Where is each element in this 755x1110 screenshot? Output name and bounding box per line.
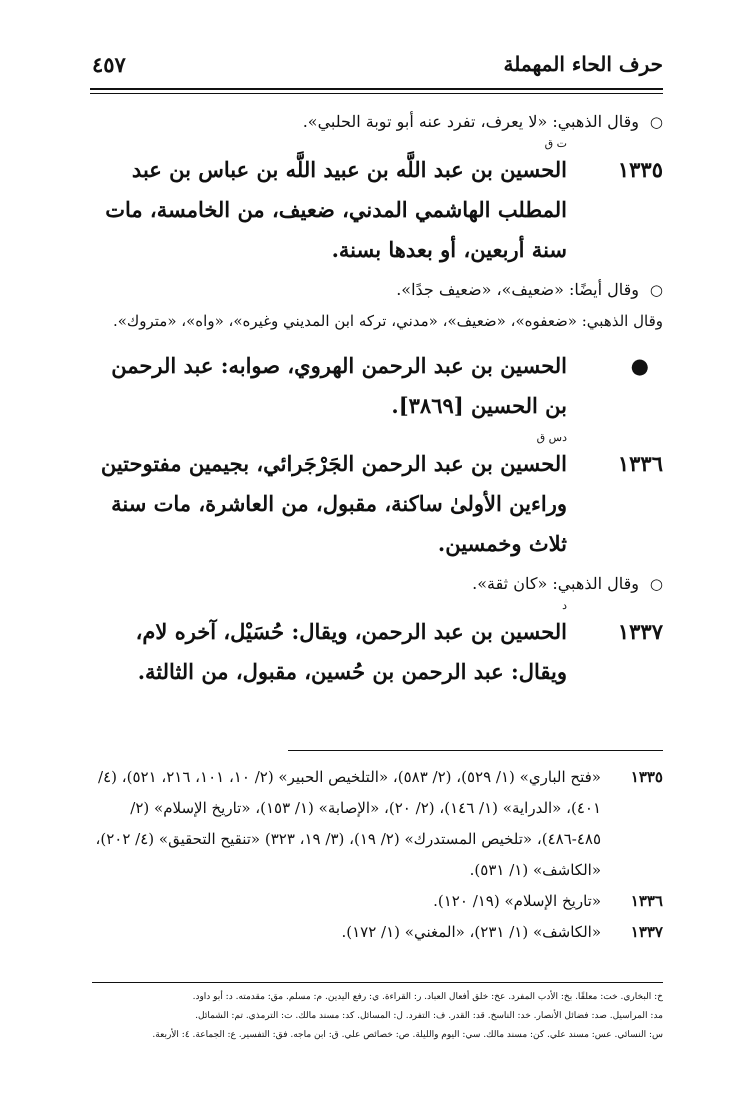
main-text [92, 108, 663, 698]
note-text: وقال الذهبي: «كان ثقة». [472, 574, 639, 593]
page-header [92, 52, 663, 82]
dhahabi-note-1 [92, 108, 663, 136]
footnote-text: «فتح الباري» (١/ ٥٢٩)، (٢/ ٥٨٣)، «التلخيص الحبير» (٢/ ١٠، ١٠١، ٢١٦، ٥٢١)، (٤/ ٤٠١)، «الدراية» (١/ ١٤٦)، (٢/ ٢٠)، «الإصابة» (١/ ١٥٣)، «تاريخ الإسلام» (٢/ ٤٨٥-٤٨٦)، «تلخيص المستدرك» (٢/ ١٩)، (٣/ ١٩، ٣٢٣) «تنقيح التحقيق» (٤/ ٢٠٢)، «الكاشف» (١/ ٥٣١). [95, 768, 601, 879]
note-text: وقال الذهبي: «ضعفوه»، «ضعيف»، «مدني، تركه ابن المديني وغيره»، «واه»، «متروك». [112, 312, 663, 330]
note-text: وقال الذهبي: «لا يعرف، تفرد عنه أبو توبة الحلبي». [302, 112, 639, 131]
footnotes [92, 762, 663, 948]
dhahabi-note-3 [92, 570, 663, 598]
abbreviations-key [92, 988, 663, 1045]
dhahabi-note-2 [92, 306, 663, 336]
abbreviations-line: مد: المراسيل. صد: فضائل الأنصار. خد: الناسخ. قد: القدر. ف: التفرد. ل: المسائل. كد: مسند مالك. ت: الترمذي. تم: الشمائل. [195, 1011, 663, 1021]
header-rule-thin [90, 93, 663, 94]
abbreviations-rule [92, 982, 663, 983]
note-text: وقال أيضًا: «ضعيف»، «ضعيف جدًا». [396, 280, 639, 299]
abbreviations-line: خ: البخاري. خت: معلقًا. بخ: الأدب المفرد. عخ: خلق أفعال العباد. ر: القراءة. ي: رفع اليدين. م: مسلم. مق: مقدمته. د: أبو داود. [192, 992, 663, 1002]
entry-text: الحسين بن عبد الرحمن الهروي، صوابه: عبد الرحمن بن الحسين [٣٨٦٩]. [111, 353, 567, 418]
filled-bullet-icon: ● [630, 353, 649, 378]
entry-1336 [92, 444, 663, 564]
circle-bullet-icon: ○ [649, 575, 663, 593]
footnote-number: ١٣٣٦ [630, 892, 663, 910]
footnote-number: ١٣٣٥ [630, 768, 663, 786]
footnote-1335 [92, 762, 663, 886]
entry-herawi [92, 346, 663, 426]
entry-text: الحسين بن عبد الرحمن الجَرْجَرائي، بجيمين مفتوحتين وراءين الأولىٰ ساكنة، مقبول، من العاشرة، مات سنة ثلاث وخمسين. [100, 451, 567, 556]
chapter-title: حرف الحاء المهملة [503, 52, 663, 76]
footnote-text: «الكاشف» (١/ ٢٣١)، «المغني» (١/ ١٧٢). [341, 923, 601, 941]
footnote-rule [288, 750, 663, 751]
footnote-number: ١٣٣٧ [630, 923, 663, 941]
entry-1335 [92, 150, 663, 270]
footnote-text: «تاريخ الإسلام» (١٩/ ١٢٠). [433, 892, 601, 910]
entry-number: ١٣٣٧ [617, 619, 663, 644]
footnote-1337 [92, 917, 663, 948]
entry-number: ١٣٣٦ [617, 451, 663, 476]
header-rule-thick [90, 88, 663, 90]
entry-1335-symbols: ت ق [544, 137, 567, 150]
entry-number: ١٣٣٥ [617, 157, 663, 182]
circle-bullet-icon: ○ [649, 281, 663, 299]
circle-bullet-icon: ○ [649, 113, 663, 131]
page-number: ٤٥٧ [92, 52, 126, 77]
abbreviations-line: س: النسائي. عس: مسند علي. كن: مسند مالك. سي: اليوم والليلة. ص: خصائص علي. ق: ابن ماجه. فق: التفسير. ع: الجماعة. ٤: الأربعة. [152, 1030, 663, 1040]
entry-1337-symbols: د [562, 599, 567, 612]
entry-1336-symbols: دس ق [536, 431, 567, 444]
entry-text: الحسين بن عبد الرحمن، ويقال: حُسَيْل، آخره لام، ويقال: عبد الرحمن بن حُسين، مقبول، من الثالثة. [135, 619, 567, 684]
entry-text: الحسين بن عبد اللَّه بن عبيد اللَّه بن عباس بن عبد المطلب الهاشمي المدني، ضعيف، من الخامسة، مات سنة أربعين، أو بعدها بسنة. [105, 157, 567, 262]
footnote-1336 [92, 886, 663, 917]
note-also [92, 276, 663, 304]
entry-1337 [92, 612, 663, 692]
